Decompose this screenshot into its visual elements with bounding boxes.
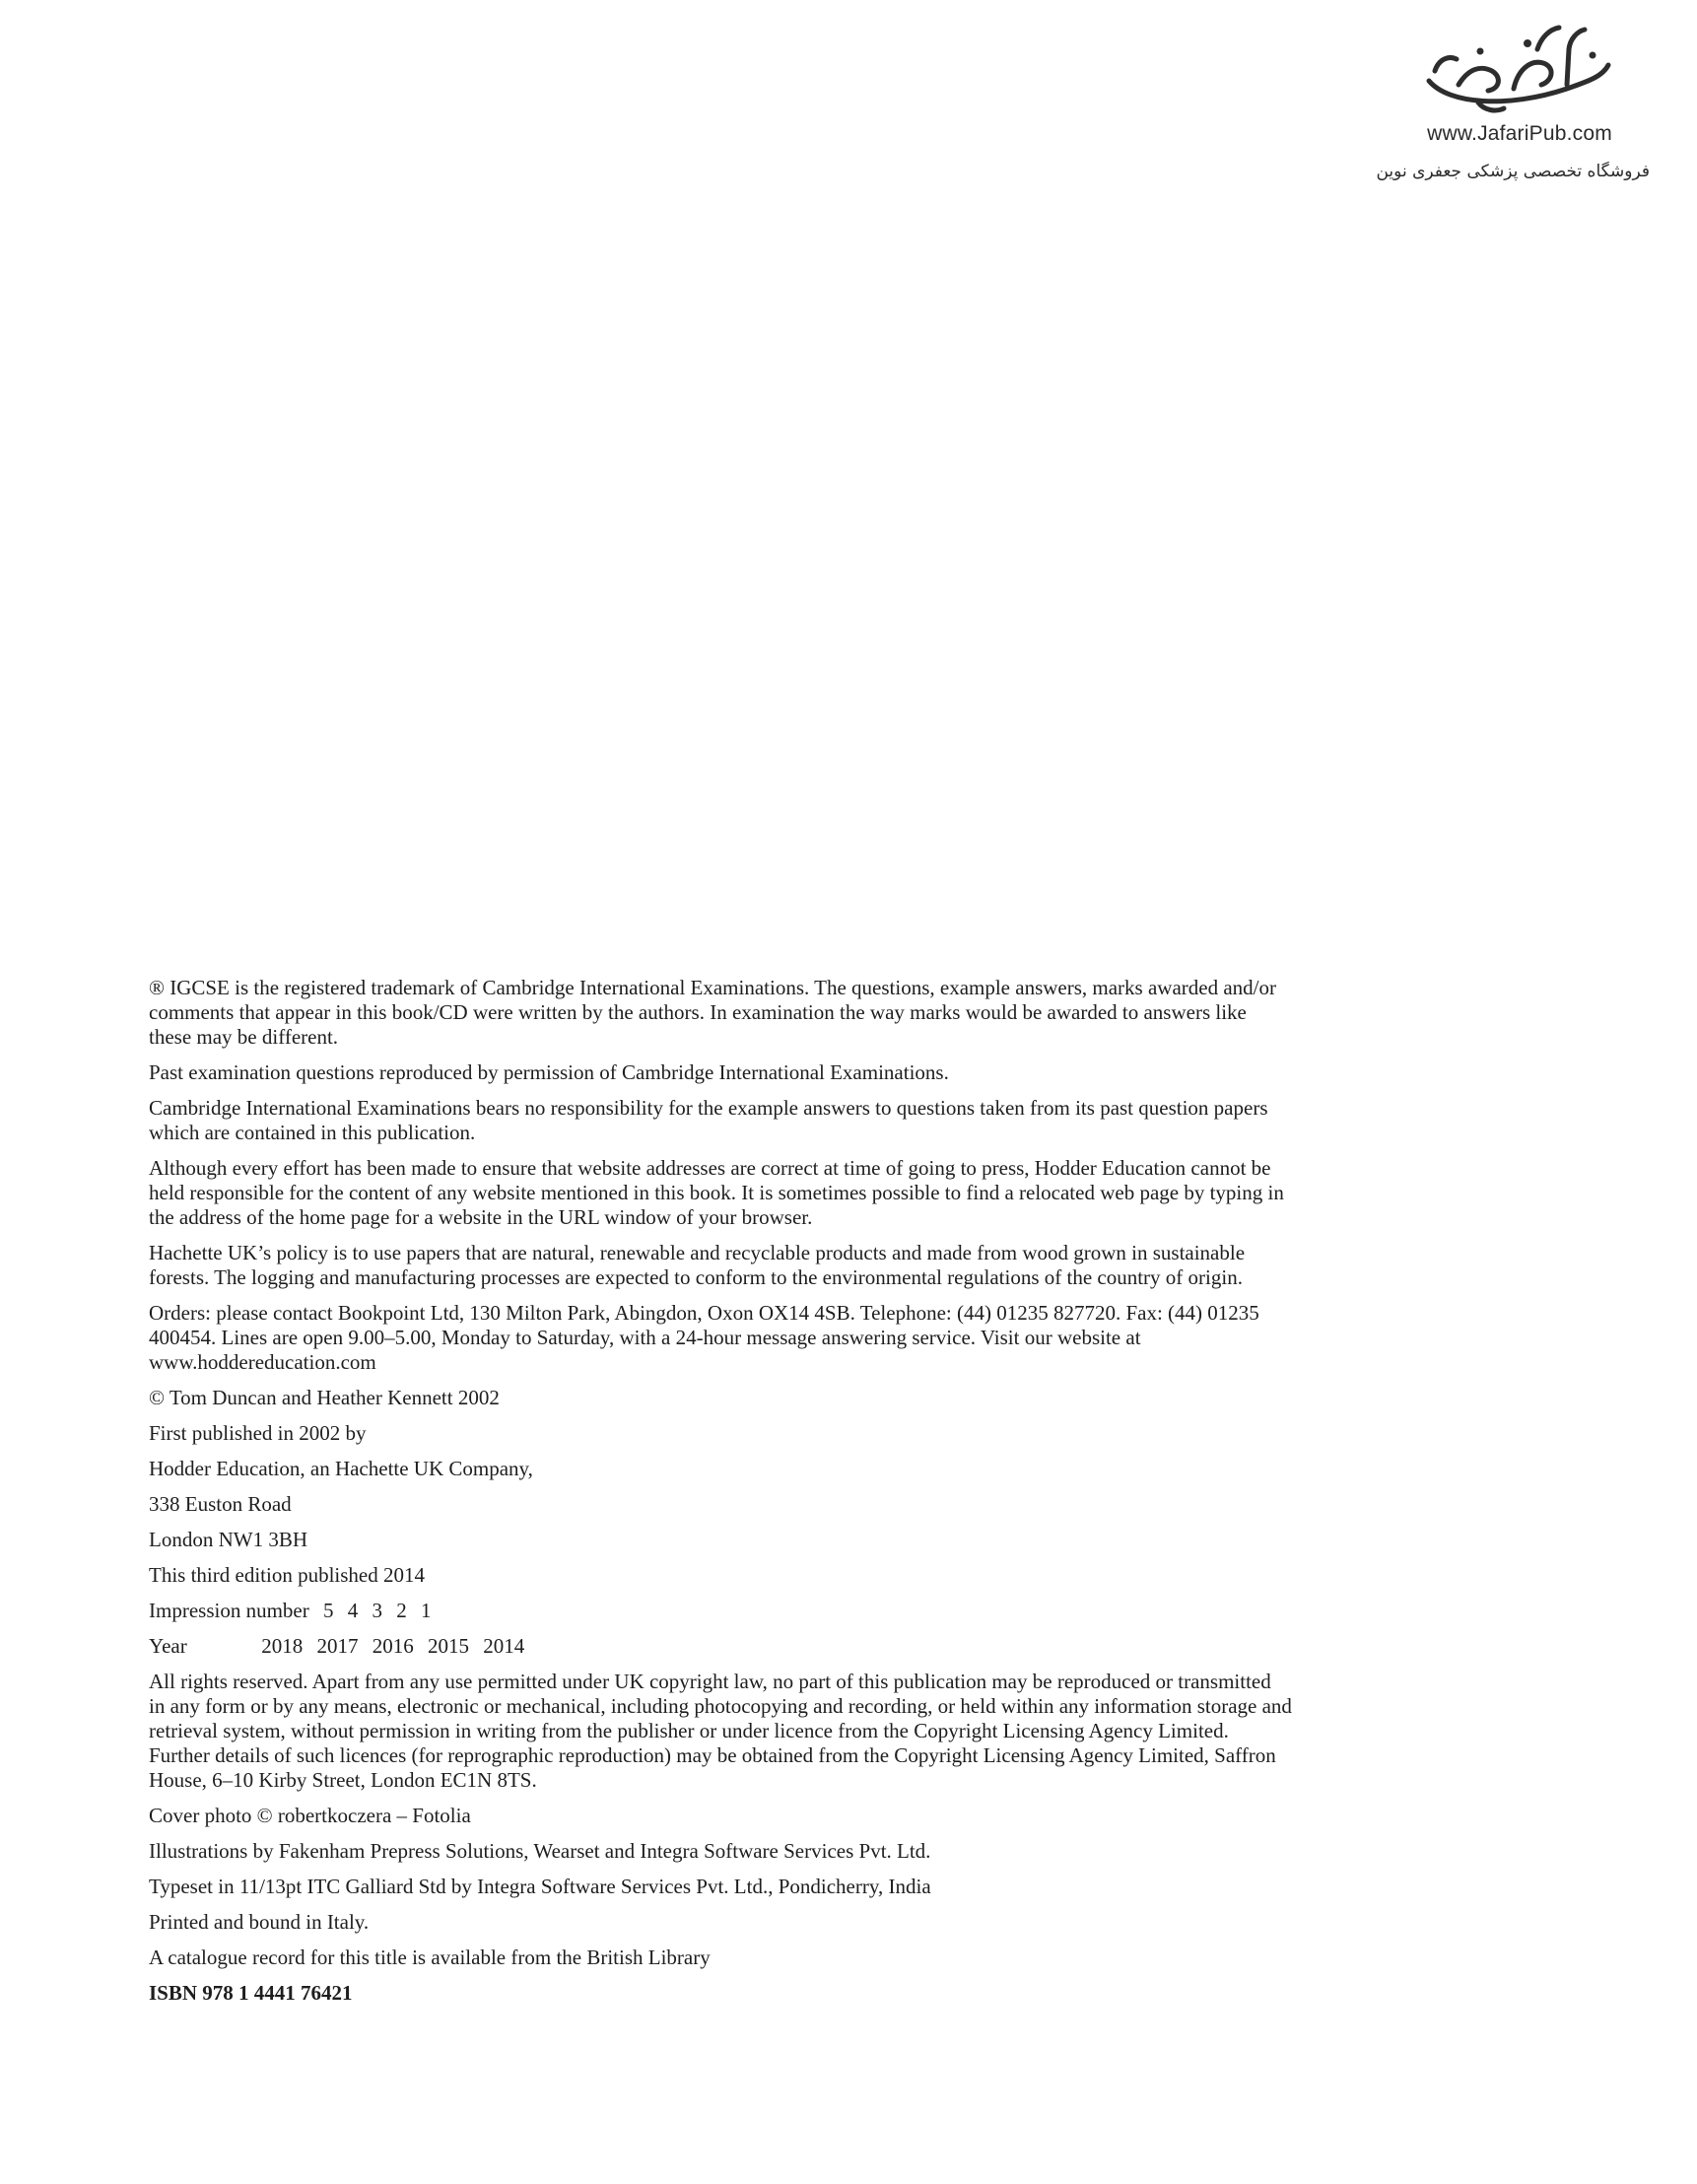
year-value: 2016 [372,1634,414,1658]
orders-notice: Orders: please contact Bookpoint Ltd, 130 Milton Park, Abingdon, Oxon OX14 4SB. Telephone: (44) 01235 827720. Fax: (44) 01235 400454. Lines are open 9.00–5.00, Monday to Saturday, with a 24-hour message answering service. Visit our website at www.hoddereducation.com [149,1301,1259,1374]
year-value: 2014 [483,1634,525,1658]
printed-line: Printed and bound in Italy. [149,1910,370,1934]
year-value: 2015 [428,1634,469,1658]
logo-subtitle: فروشگاه تخصصی پزشکی جعفری نوین [1376,162,1650,181]
catalogue-line: A catalogue record for this title is available from the British Library [149,1945,711,1969]
impression-number: 3 [372,1599,382,1622]
calligraphy-logo-icon [1419,20,1616,126]
copyright-line: © Tom Duncan and Heather Kennett 2002 [149,1386,500,1409]
impression-number: 4 [347,1599,359,1622]
typeset-credit: Typeset in 11/13pt ITC Galliard Std by Integra Software Services Pvt. Ltd., Pondicherry, India [149,1875,931,1898]
illustrations-credit: Illustrations by Fakenham Prepress Solutions, Wearset and Integra Software Services Pvt. Ltd. [149,1839,931,1863]
paper-policy-notice: Hachette UK’s policy is to use papers that are natural, renewable and recyclable products and made from wood grown in sustainable forests. The logging and manufacturing processes are expected to conform to the environmental regulations of the country of origin. [149,1241,1246,1289]
publisher-line: Hodder Education, an Hachette UK Company, [149,1457,533,1480]
year-value: 2018 [261,1634,304,1658]
address-line-1: 338 Euston Road [149,1492,292,1516]
imprint-page-text [149,976,1292,2016]
first-published-line: First published in 2002 by [149,1421,367,1445]
cover-photo-credit: Cover photo © robertkoczera – Fotolia [149,1804,471,1827]
edition-line: This third edition published 2014 [149,1563,425,1587]
year-value: 2017 [316,1634,359,1658]
rights-notice: All rights reserved. Apart from any use permitted under UK copyright law, no part of this publication may be reproduced or transmitted in any form or by any means, electronic or mechanical, including photocopying and recording, or held within any information storage and retrieval system, without permission in writing from the publisher or under licence from the Copyright Licensing Agency Limited. Further details of such licences (for reprographic reproduction) may be obtained from the Copyright Licensing Agency Limited, Saffron House, 6–10 Kirby Street, London EC1N 8TS. [149,1670,1292,1792]
isbn-line: ISBN 978 1 4441 76421 [149,1981,353,2005]
year-line [149,1634,1292,1659]
trademark-notice: ® IGCSE is the registered trademark of Cambridge International Examinations. The questions, example answers, marks awarded and/or comments that appear in this book/CD were written by the authors. In examination the way marks would be awarded to answers like these may be different. [149,976,1276,1049]
impression-number: 2 [396,1599,407,1622]
impression-label: Impression number [149,1599,309,1622]
logo-url: www.JafariPub.com [1427,122,1612,145]
impression-number: 1 [420,1599,432,1622]
past-papers-notice: Past examination questions reproduced by permission of Cambridge International Examinations. [149,1060,949,1084]
year-label: Year [149,1634,187,1658]
address-line-2: London NW1 3BH [149,1528,307,1551]
impression-line [149,1599,1292,1623]
websites-notice: Although every effort has been made to ensure that website addresses are correct at time of going to press, Hodder Education cannot be held responsible for the content of any website mentioned in this book. It is sometimes possible to find a relocated web page by typing in the address of the home page for a website in the URL window of your browser. [149,1156,1284,1229]
impression-number: 5 [322,1599,334,1622]
responsibility-notice: Cambridge International Examinations bears no responsibility for the example answers to questions taken from its past question papers which are contained in this publication. [149,1096,1268,1144]
publisher-logo [1372,20,1667,197]
